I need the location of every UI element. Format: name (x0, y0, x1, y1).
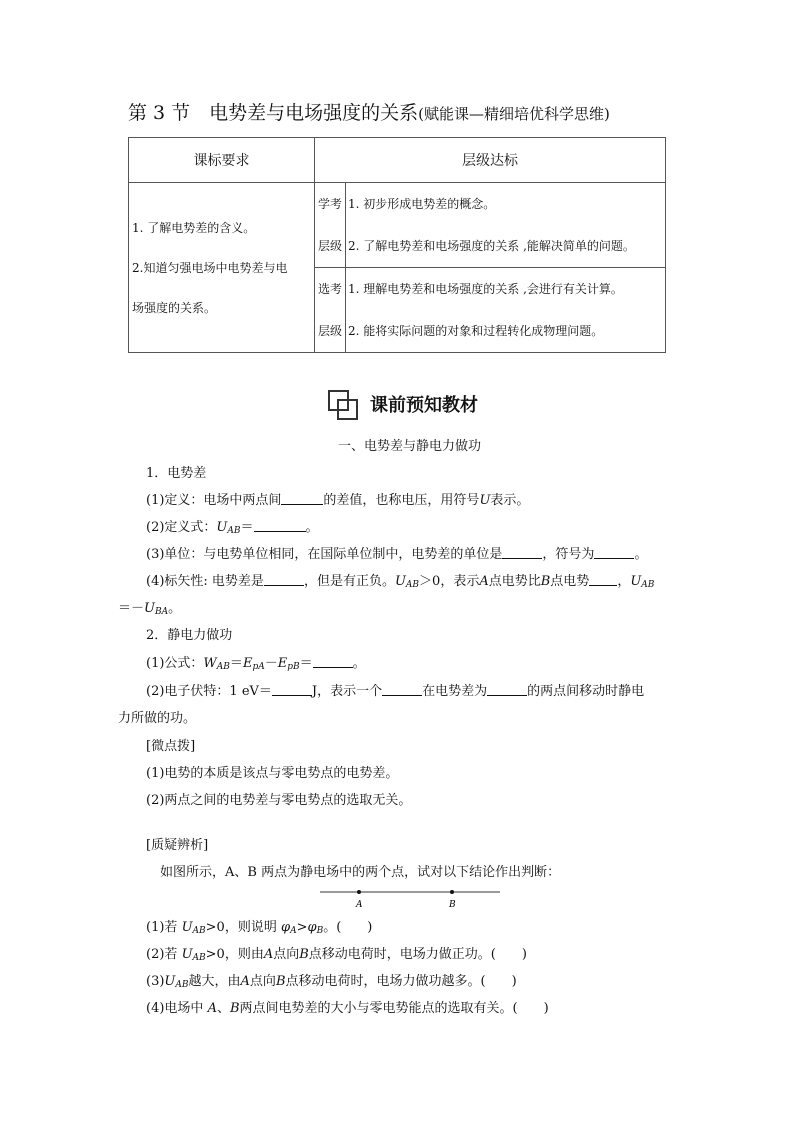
question-intro: 如图所示，A、B 两点为静电场中的两个点，试对以下结论作出判断： (160, 865, 561, 880)
fill-blank[interactable] (594, 546, 634, 559)
title-main: 第 3 节 电势差与电场强度的关系 (128, 102, 419, 124)
standard-item: 场强度的关系。 (132, 300, 217, 315)
work-formula-line: (1)公式：WAB＝EpA－EpB＝ 。 (146, 656, 366, 672)
level-items-basic (346, 183, 666, 268)
fill-blank[interactable] (272, 683, 312, 696)
standard-item: 2.知道匀强电场中电势差与电 (132, 260, 288, 275)
point-b-label: B (449, 900, 456, 910)
judgment-item: (1)若 UAB>0，则说明 φA>φB。( ) (146, 920, 373, 936)
scalar-line: (4)标矢性: 电势差是 ，但是有正负。UAB＞0，表示A点电势比B点电势 ，UAB (146, 574, 655, 590)
para-heading: 1．电势差 (146, 466, 207, 481)
page-title (128, 98, 688, 125)
standard-item: 1. 了解电势差的含义。 (132, 220, 256, 235)
level-item: 2. 了解电势差和电场强度的关系 ,能解决简单的问题。 (348, 239, 635, 253)
overlapping-squares-icon (326, 388, 358, 420)
level-label-advanced: 选考 层级 (315, 268, 346, 353)
tip-item: (2)两点之间的电势差与零电势点的选取无关。 (146, 793, 412, 808)
level-item: 1. 初步形成电势差的概念。 (348, 197, 496, 211)
formula-line: (2)定义式：UAB＝ 。 (146, 520, 319, 536)
tip-item: (1)电势的本质是该点与零电势点的电势差。 (146, 766, 399, 781)
definition-line: (1)定义：电场中两点间 的差值，也称电压，用符号U表示。 (146, 493, 530, 508)
unit-line: (3)单位：与电势单位相同，在国际单位制中，电势差的单位是 ，符号为 。 (146, 547, 648, 562)
fill-blank[interactable] (281, 492, 323, 505)
table-header-standards: 课标要求 (129, 138, 315, 183)
title-subtitle: (赋能课—精细培优科学思维) (418, 105, 610, 123)
fill-blank[interactable] (502, 546, 542, 559)
fill-blank[interactable] (589, 573, 617, 586)
standards-table (128, 137, 666, 353)
level-label-basic: 学考 层级 (315, 183, 346, 268)
section-title: 课前预知教材 (370, 395, 478, 416)
level-item: 2. 能将实际问题的对象和过程转化成物理问题。 (348, 324, 604, 338)
scalar-line-cont: ＝－UBA。 (118, 601, 182, 617)
point-b (450, 890, 454, 894)
judgment-item: (4)电场中 A、B两点间电势差的大小与零电势能点的选取有关。( ) (146, 1001, 549, 1016)
tip-heading: [微点拨] (146, 739, 196, 754)
section-subtitle: 一、电势差与静电力做功 (338, 439, 482, 454)
fill-blank[interactable] (264, 573, 304, 586)
para-heading: 2．静电力做功 (146, 628, 233, 643)
points-figure (318, 885, 502, 911)
fill-blank[interactable] (254, 519, 306, 532)
judgment-item: (3)UAB越大，由A点向B点移动电荷时，电场力做功越多。( ) (146, 974, 517, 990)
electron-volt-line: (2)电子伏特：1 eV＝ J，表示一个 在电势差为 的两点间移动时静电 (146, 684, 645, 699)
question-heading: [质疑辨析] (146, 838, 209, 853)
fill-blank[interactable] (487, 683, 527, 696)
level-items-advanced (346, 268, 666, 353)
electron-volt-line-cont: 力所做的功。 (118, 711, 197, 726)
fill-blank[interactable] (382, 683, 422, 696)
fill-blank[interactable] (313, 655, 353, 668)
table-header-levels: 层级达标 (315, 138, 666, 183)
level-item: 1. 理解电势差和电场强度的关系 ,会进行有关计算。 (348, 282, 623, 296)
judgment-item: (2)若 UAB>0，则由A点向B点移动电荷时，电场力做正功。( ) (146, 947, 527, 963)
standards-cell (129, 183, 315, 353)
section-heading (326, 388, 478, 420)
point-a (357, 890, 361, 894)
point-a-label: A (356, 900, 363, 910)
